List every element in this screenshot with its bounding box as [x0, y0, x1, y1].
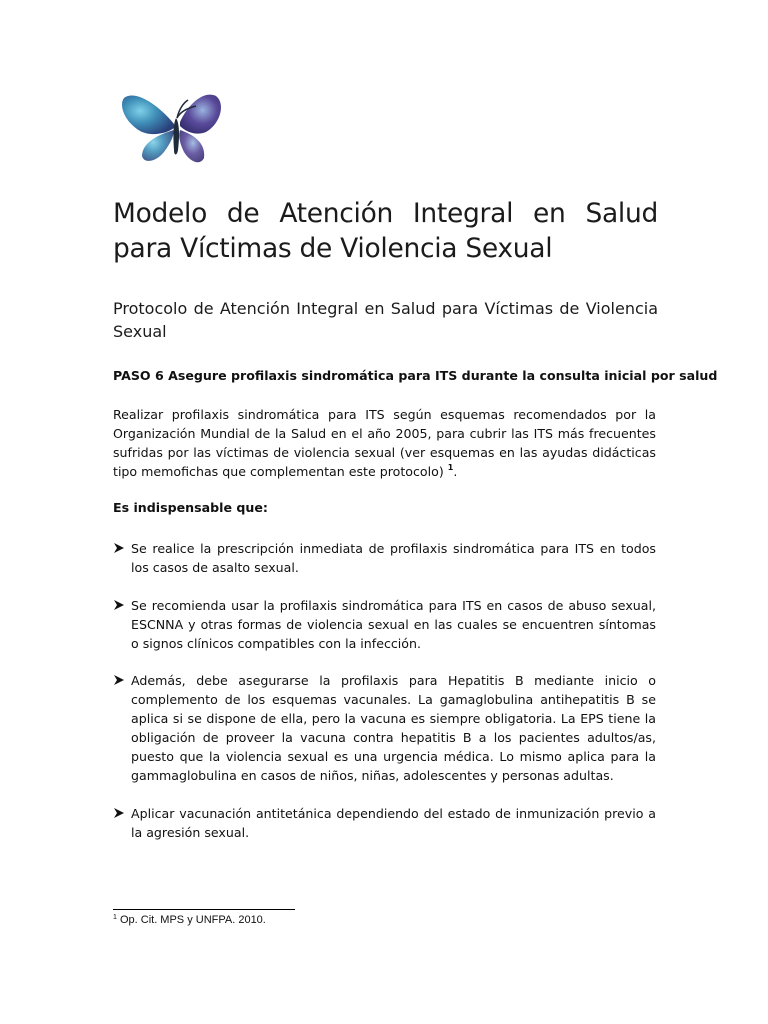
footnote [113, 914, 266, 926]
list-item-text: Aplicar vacunación antitetánica dependiendo del estado de inmunización previo a la agresión sexual. [131, 806, 656, 840]
arrowhead-bullet-icon [113, 542, 125, 554]
arrowhead-bullet-icon [113, 807, 125, 819]
document-subtitle: Protocolo de Atención Integral en Salud para Víctimas de Violencia Sexual [113, 299, 658, 341]
list-item [113, 539, 656, 577]
footnote-text: Op. Cit. MPS y UNFPA. 2010. [116, 914, 266, 926]
intro-paragraph-text: Realizar profilaxis sindromática para ITS según esquemas recomendados por la Organización Mundial de la Salud en el año 2005, para cubrir las ITS más frecuentes sufridas por las víctimas de violencia sexual (ver esquemas en las ayudas didácticas tipo memofichas que complementan este protocolo) [113, 407, 656, 479]
step-heading: PASO 6 Asegure profilaxis sindromática para ITS durante la consulta inicial por salud [113, 368, 718, 383]
list-item-text: Se recomienda usar la profilaxis sindromática para ITS en casos de abuso sexual, ESCNNA y otras formas de violencia sexual en las cuales se encuentren síntomas o signos clínicos compatibles con la infección. [131, 598, 656, 651]
list-item [113, 671, 656, 785]
document-title: Modelo de Atención Integral en Salud para Víctimas de Violencia Sexual [113, 198, 658, 264]
list-item [113, 804, 656, 842]
arrowhead-bullet-icon [113, 599, 125, 611]
list-item-text: Se realice la prescripción inmediata de profilaxis sindromática para ITS en todos los casos de asalto sexual. [131, 541, 656, 575]
arrowhead-bullet-icon [113, 674, 125, 686]
footnote-ref: 1 [447, 463, 454, 472]
intro-paragraph-end: . [453, 464, 458, 479]
list-lead: Es indispensable que: [113, 500, 268, 515]
butterfly-logo-icon [116, 72, 236, 192]
list-item [113, 596, 656, 653]
footnote-mark: 1 [113, 914, 117, 921]
list-item-text: Además, debe asegurarse la profilaxis para Hepatitis B mediante inicio o complemento de los esquemas vacunales. La gamaglobulina antihepatitis B se aplica si se dispone de ella, pero la vacuna es siempre obligatoria. La EPS tiene la obligación de proveer la vacuna contra hepatitis B a los pacientes adultos/as, puesto que la violencia sexual es una urgencia médica. Lo mismo aplica para la gammaglobulina en casos de niños, niñas, adolescentes y personas adultas. [131, 673, 656, 783]
footnote-separator [113, 909, 295, 910]
intro-paragraph [113, 405, 656, 481]
